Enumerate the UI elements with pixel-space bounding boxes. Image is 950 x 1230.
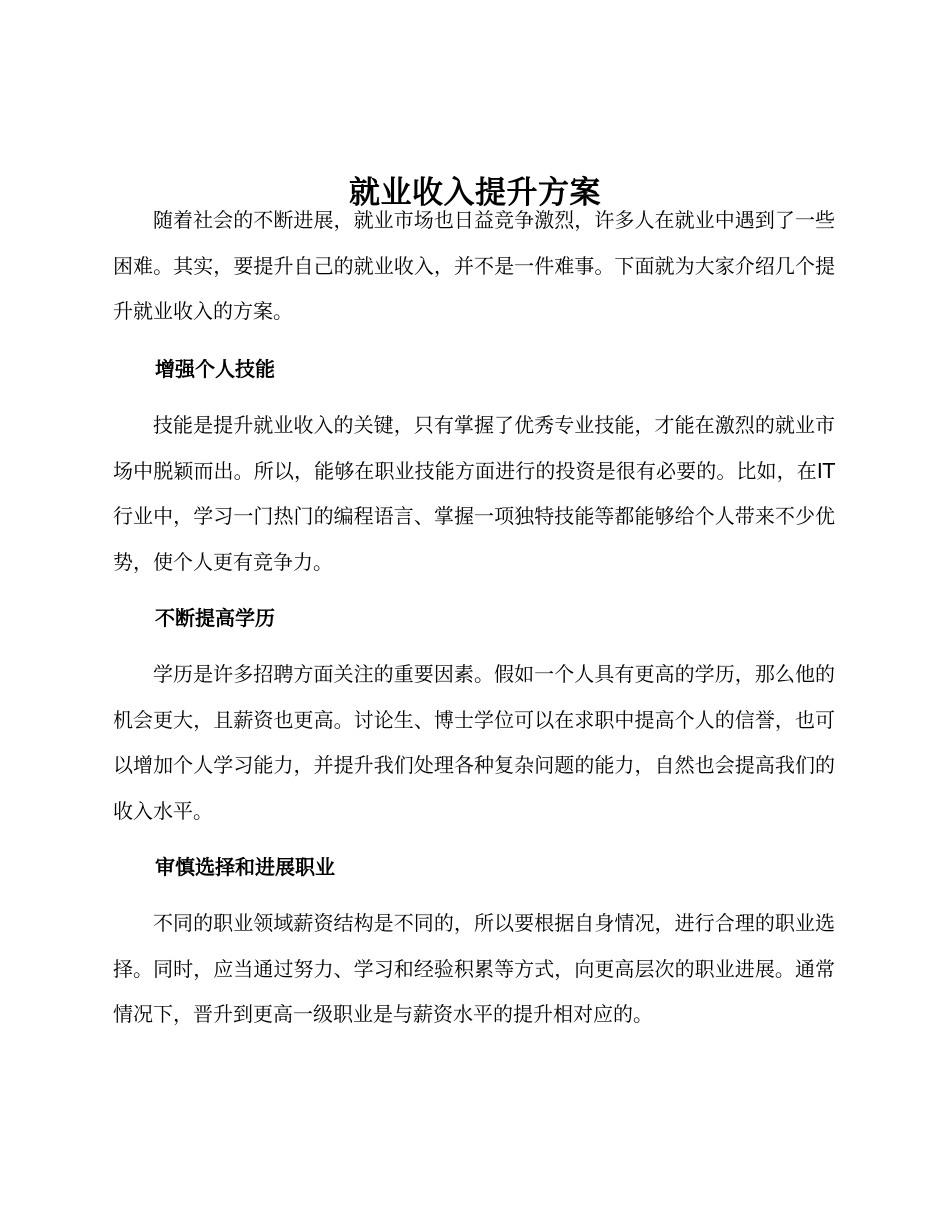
section-heading-education: 不断提高学历: [155, 606, 275, 630]
page-title: 就业收入提升方案: [349, 174, 601, 211]
intro-paragraph: 随着社会的不断进展，就业市场也日益竞争激烈，许多人在就业中遇到了一些困难。其实，要提升自己的就业收入，并不是一件难事。下面就为大家介绍几个提升就业收入的方案。: [113, 208, 835, 323]
section-body-skills: 技能是提升就业收入的关键，只有掌握了优秀专业技能，才能在激烈的就业市场中脱颖而出。所以，能够在职业技能方面进行的投资是很有必要的。比如，在IT行业中，学习一门热门的编程语言、掌握一项独特技能等都能够给个人带来不少优势，使个人更有竞争力。: [113, 413, 835, 574]
section-heading-skills: 增强个人技能: [155, 357, 275, 381]
section-body-education: 学历是许多招聘方面关注的重要因素。假如一个人具有更高的学历，那么他的机会更大，且薪资也更高。讨论生、博士学位可以在求职中提高个人的信誉，也可以增加个人学习能力，并提升我们处理各种复杂问题的能力，自然也会提高我们的收入水平。: [113, 662, 835, 823]
section-body-career: 不同的职业领域薪资结构是不同的，所以要根据自身情况，进行合理的职业选择。同时，应当通过努力、学习和经验积累等方式，向更高层次的职业进展。通常情况下，晋升到更高一级职业是与薪资水平的提升相对应的。: [113, 911, 835, 1026]
section-heading-career: 审慎选择和进展职业: [155, 855, 335, 879]
